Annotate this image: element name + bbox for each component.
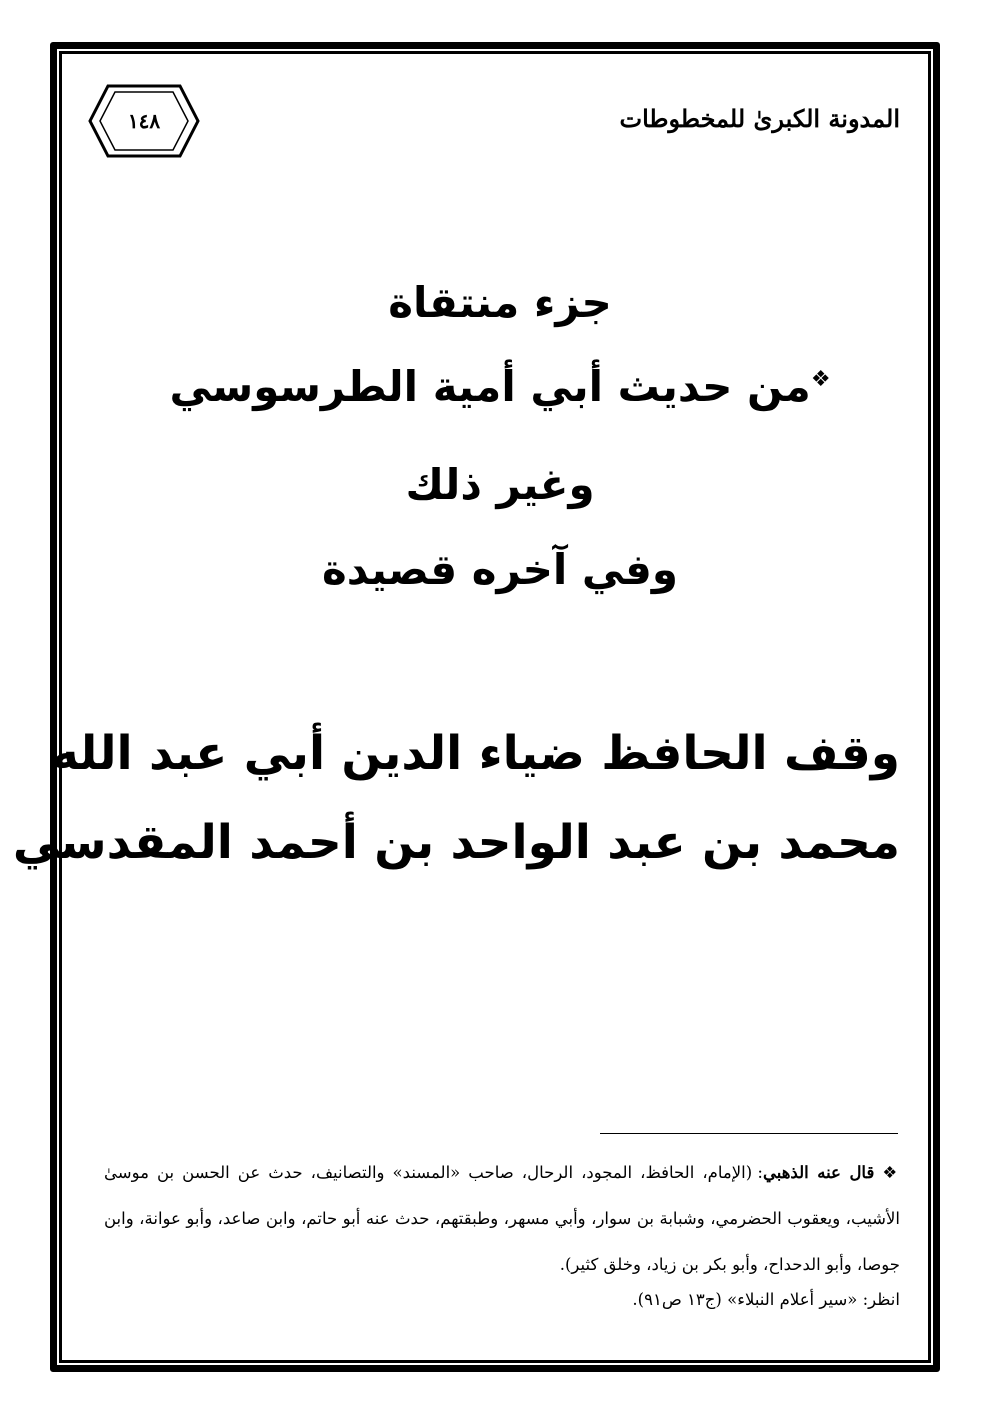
title-line-2	[100, 362, 900, 411]
title-line-1: جزء منتقاة	[388, 278, 612, 327]
page-number-badge	[88, 84, 200, 158]
footnote-separator	[600, 1133, 898, 1134]
waqf-line-2: محمد بن عبد الواحد بن أحمد المقدسي	[12, 815, 900, 870]
title-line-3: وغير ذلك	[405, 460, 595, 509]
footnote-body: : (الإمام، الحافظ، المجود، الرحال، صاحب «المسند» والتصانيف، حدث عن الحسن بن موسىٰ الأشيب، ويعقوب الحضرمي، وشبابة بن سوار، وأبي مسهر، وطبقتهم، حدث عنه أبو حاتم، وابن صاعد، وأبو عوانة، وابن جوصا، وأبو الدحداح، وأبو بكر بن زياد، وخلق كثير).	[104, 1163, 900, 1274]
running-header-title: المدونة الكبرىٰ للمخطوطات	[619, 104, 900, 133]
page-number: ١٤٨	[127, 109, 161, 133]
footnote-lead: قال عنه الذهبي	[762, 1163, 875, 1182]
footnote-marker: ❖	[810, 367, 831, 392]
waqf-line-1: وقف الحافظ ضياء الدين أبي عبد الله	[51, 726, 900, 781]
title-line-2-text: من حديث أبي أمية الطرسوسي	[169, 362, 811, 411]
title-line-4: وفي آخره قصيدة	[321, 545, 678, 594]
footnote-text	[104, 1150, 900, 1288]
footnote-mark: ❖	[882, 1163, 900, 1182]
footnote-reference: انظر: «سير أعلام النبلاء» (ج١٣ ص٩١).	[632, 1290, 900, 1309]
